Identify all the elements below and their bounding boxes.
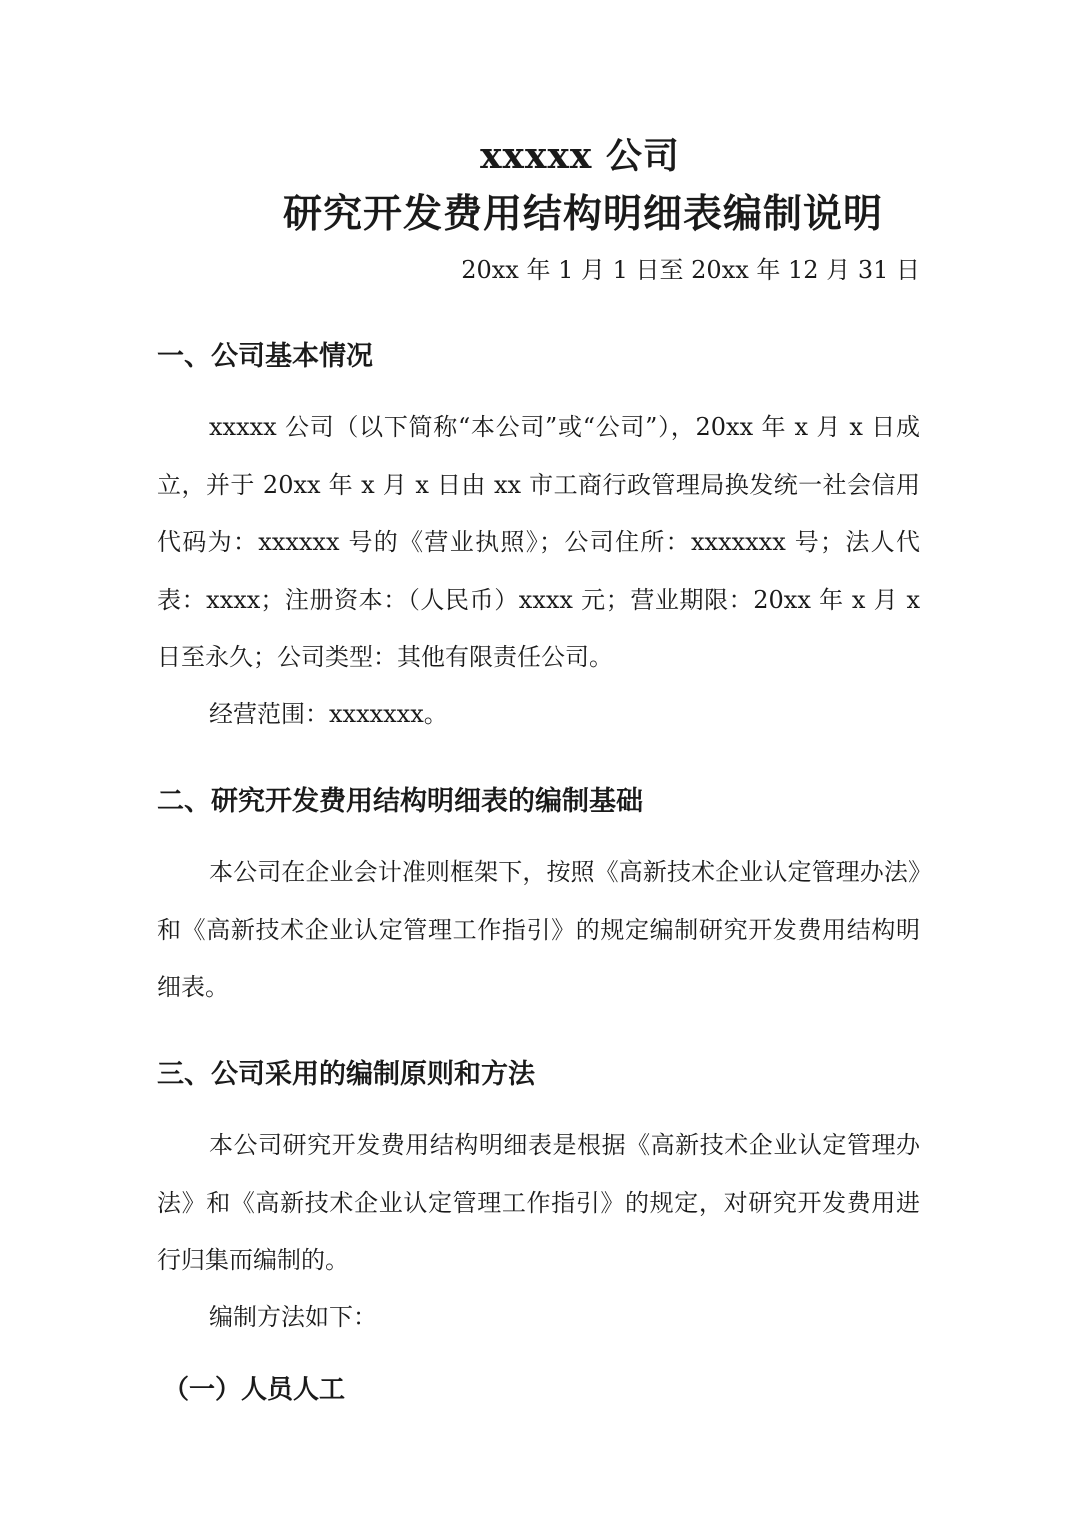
subsection-heading-1: （一）人员人工 <box>163 1375 346 1405</box>
document-title-company: xxxxx 公司 <box>480 135 680 177</box>
document-title-main: 研究开发费用结构明细表编制说明 <box>282 191 883 237</box>
section-3-paragraph-2: 编制方法如下： <box>209 1303 377 1331</box>
section-1-paragraph-1: xxxxx 公司（以下简称“本公司”或“公司”），20xx 年 x 月 x 日成立，并于 20xx 年 x 月 x 日由 xx 市工商行政管理局换发统一社会信用代码为：xxxxxx 号的《营业执照》；公司住所：xxxxxxx 号；法人代表：xxxx；注册资本：（人民币）xxxx 元；营业期限：20xx 年 x 月 x 日至永久；公司类型：其他有限责任公司。 <box>157 413 920 671</box>
section-heading-1: 一、公司基本情况 <box>157 341 373 372</box>
section-3-paragraph-1: 本公司研究开发费用结构明细表是根据《高新技术企业认定管理办法》和《高新技术企业认定管理工作指引》的规定，对研究开发费用进行归集而编制的。 <box>157 1131 920 1274</box>
section-heading-3: 三、公司采用的编制原则和方法 <box>157 1059 535 1090</box>
section-heading-2: 二、研究开发费用结构明细表的编制基础 <box>157 786 643 817</box>
section-2-paragraph-1: 本公司在企业会计准则框架下，按照《高新技术企业认定管理办法》和《高新技术企业认定管理工作指引》的规定编制研究开发费用结构明细表。 <box>157 858 920 1001</box>
section-1-paragraph-2: 经营范围：xxxxxxx。 <box>209 700 448 728</box>
document-date-range: 20xx 年 1 月 1 日至 20xx 年 12 月 31 日 <box>461 256 920 284</box>
